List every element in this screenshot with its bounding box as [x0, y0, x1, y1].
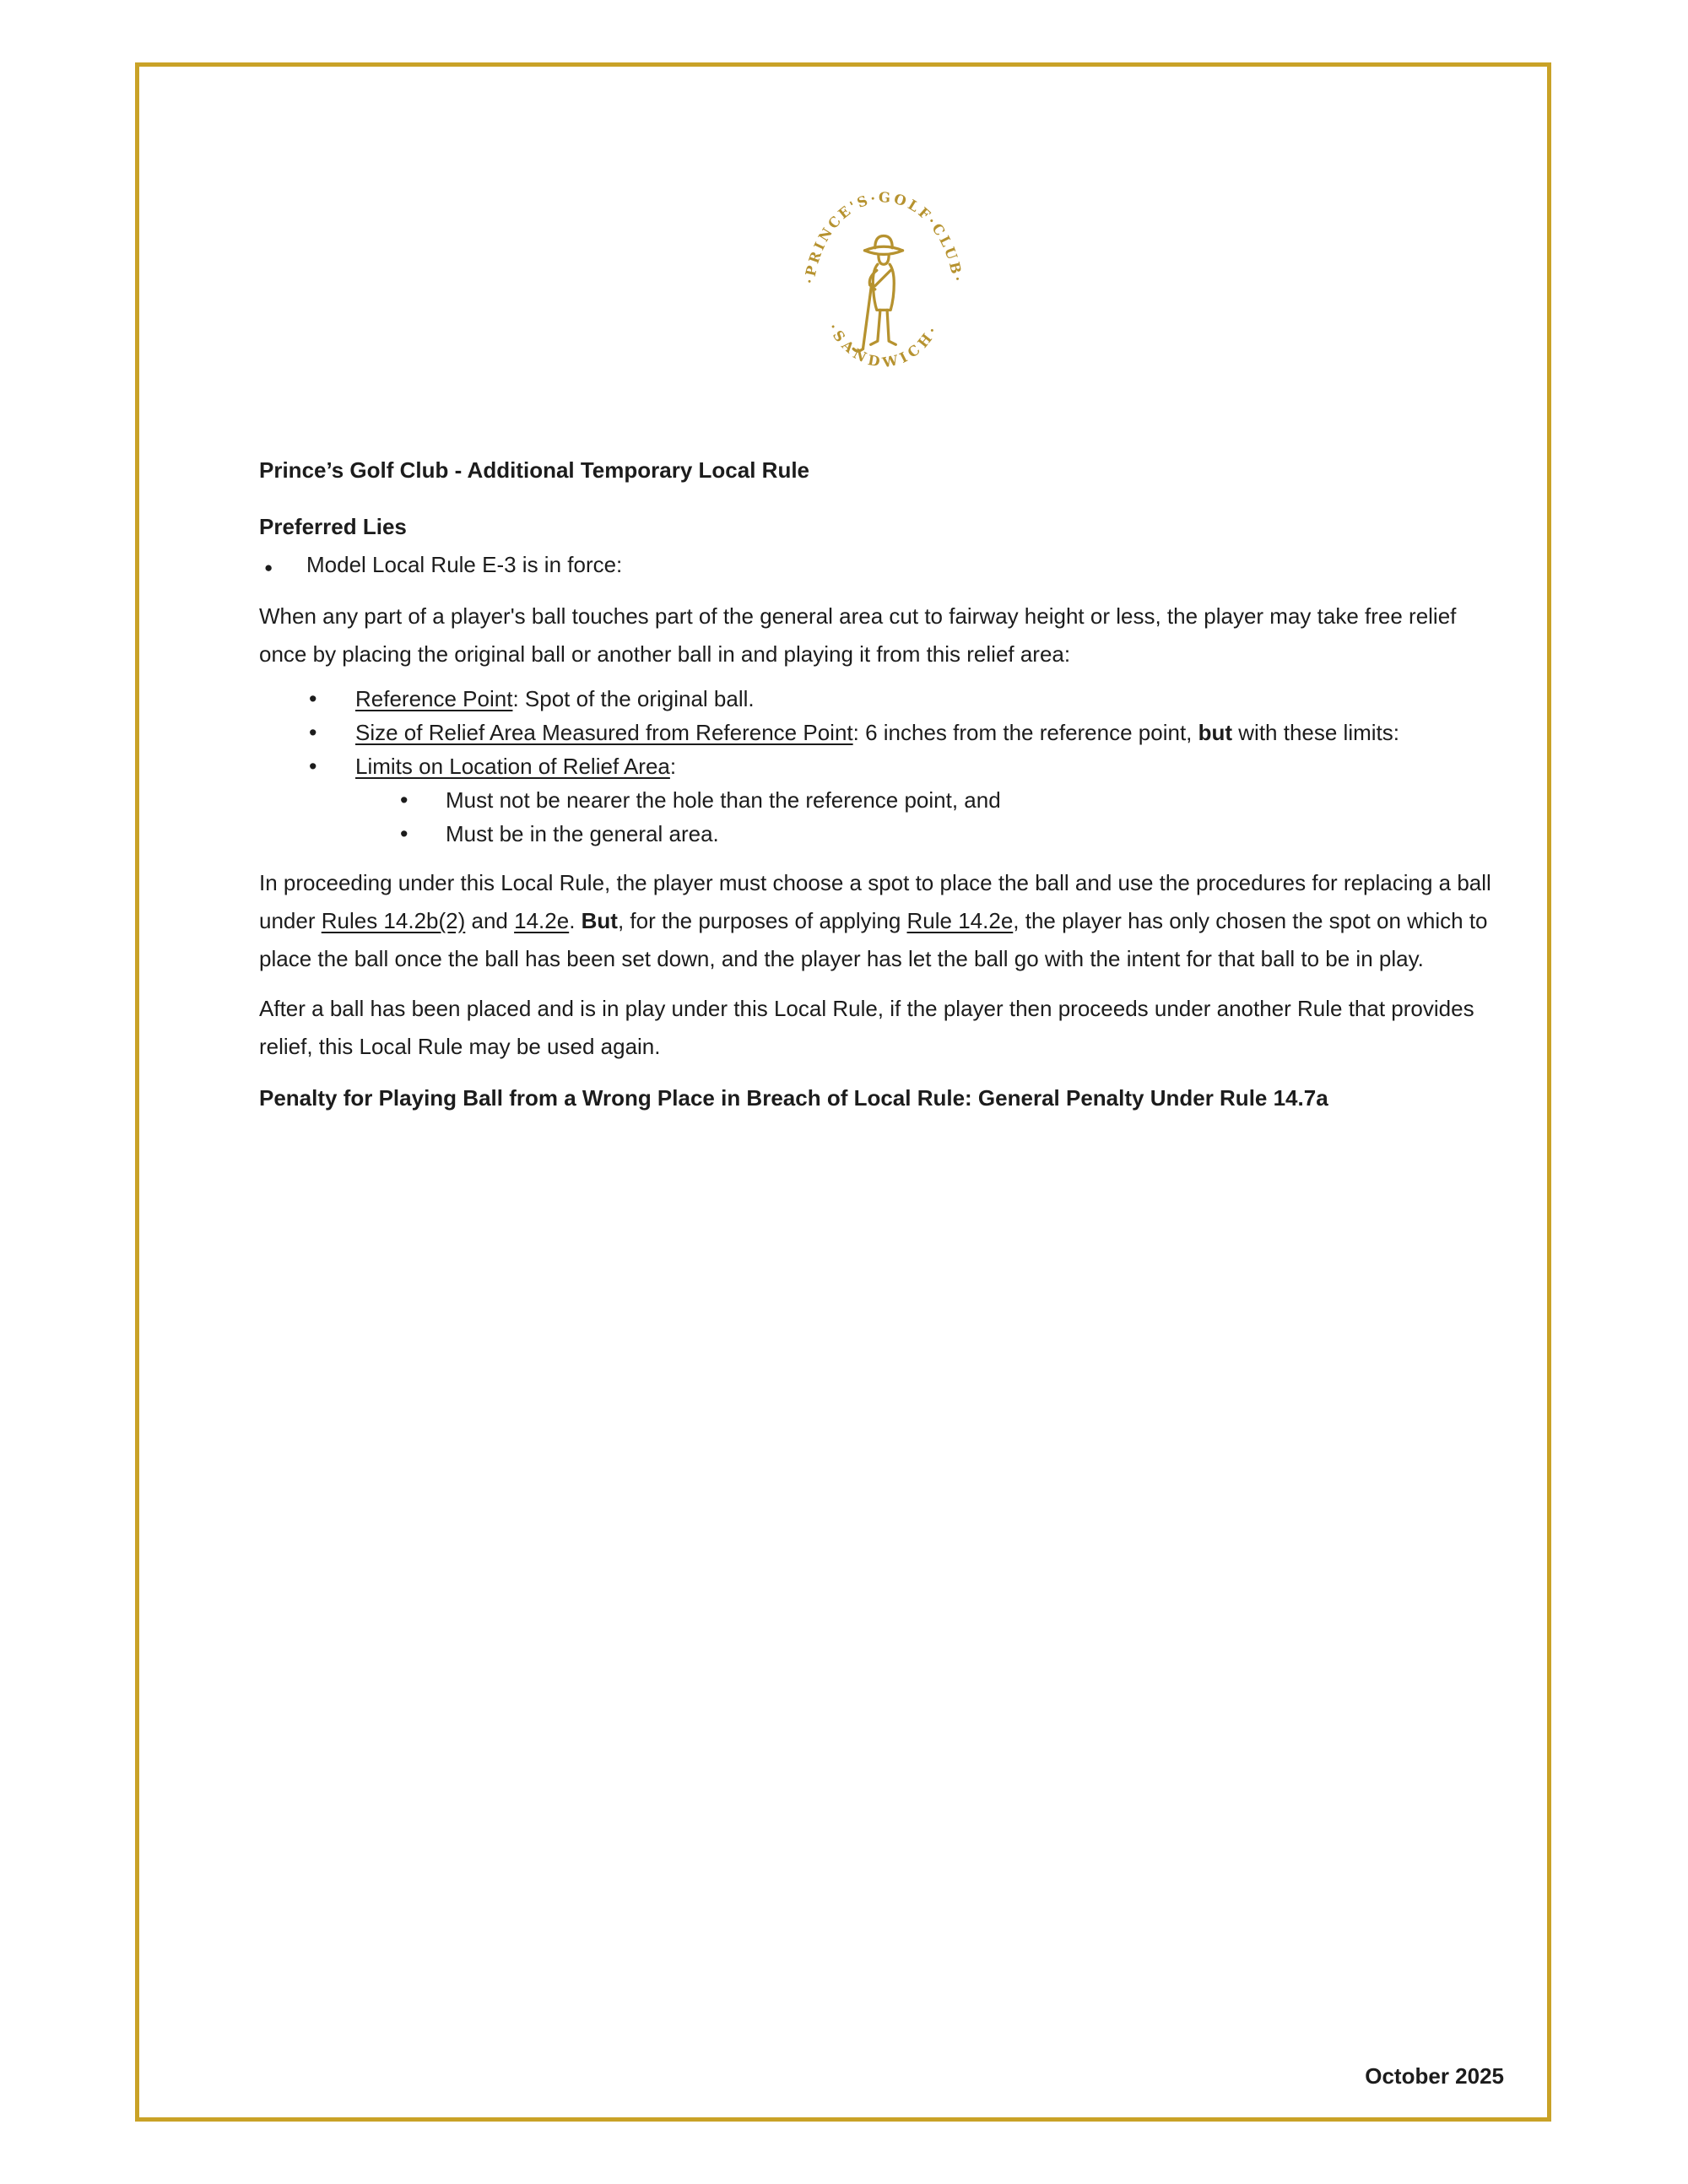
logo-bottom-text: ·SANDWICH·: [825, 320, 943, 371]
paragraph-proceeding: In proceeding under this Local Rule, the player must choose a spot to place the ball and use the procedures for replacing a ball under Rules 14.2b(2) and 14.2e. But, for the purposes of applying Rule 14.2e, the player has only chosen the spot on which to place the ball once the ball has been set down, and the player has let the ball go with the intent for that ball to be in play.: [259, 870, 1491, 971]
bullet-icon: [309, 682, 355, 716]
list-item-model-rule: [259, 546, 1508, 587]
list-item-text: Size of Relief Area Measured from Reference Point: 6 inches from the reference point, but with these limits:: [355, 720, 1399, 745]
paragraph-reuse: After a ball has been placed and is in play under this Local Rule, if the player then proceeds under another Rule that provides relief, this Local Rule may be used again.: [259, 996, 1474, 1059]
bullet-icon: [400, 783, 446, 817]
penalty-statement: Penalty for Playing Ball from a Wrong Place in Breach of Local Rule: General Penalty Under Rule 14.7a: [259, 1085, 1328, 1111]
list-item-reference-point: [259, 682, 1508, 716]
paragraph-intro: When any part of a player's ball touches part of the general area cut to fairway height or less, the player may take free relief once by placing the original ball or another ball in and playing it from this relief area:: [259, 603, 1457, 667]
list-item-text: Model Local Rule E-3 is in force:: [306, 552, 623, 577]
list-item-text: Must be in the general area.: [446, 821, 719, 846]
section-heading-preferred-lies: Preferred Lies: [259, 514, 407, 539]
list-item-relief-size: [259, 716, 1508, 749]
list-item-text: Limits on Location of Relief Area:: [355, 754, 677, 779]
footer-date: October 2025: [1365, 2063, 1504, 2089]
logo-top-text: ·PRINCE'S·GOLF·CLUB·: [801, 189, 966, 285]
club-logo: [259, 180, 1508, 411]
bullet-icon: [309, 749, 355, 783]
list-item-text: Must not be nearer the hole than the reference point, and: [446, 787, 1001, 813]
bullet-icon: [309, 716, 355, 749]
list-item-limits-heading: [259, 749, 1508, 783]
princes-golf-club-emblem: [797, 180, 971, 409]
list-item-limit-general-area: [259, 817, 1508, 851]
relief-area-list: [259, 682, 1508, 851]
golfer-icon: [853, 235, 902, 351]
bullet-icon: [400, 817, 446, 851]
document-title: Prince’s Golf Club - Additional Temporary Local Rule: [259, 457, 810, 483]
document-content: [259, 0, 1508, 1117]
bullet-icon: [264, 546, 306, 587]
list-item-limit-nearer-hole: [259, 783, 1508, 817]
list-item-text: Reference Point: Spot of the original ball.: [355, 686, 755, 711]
